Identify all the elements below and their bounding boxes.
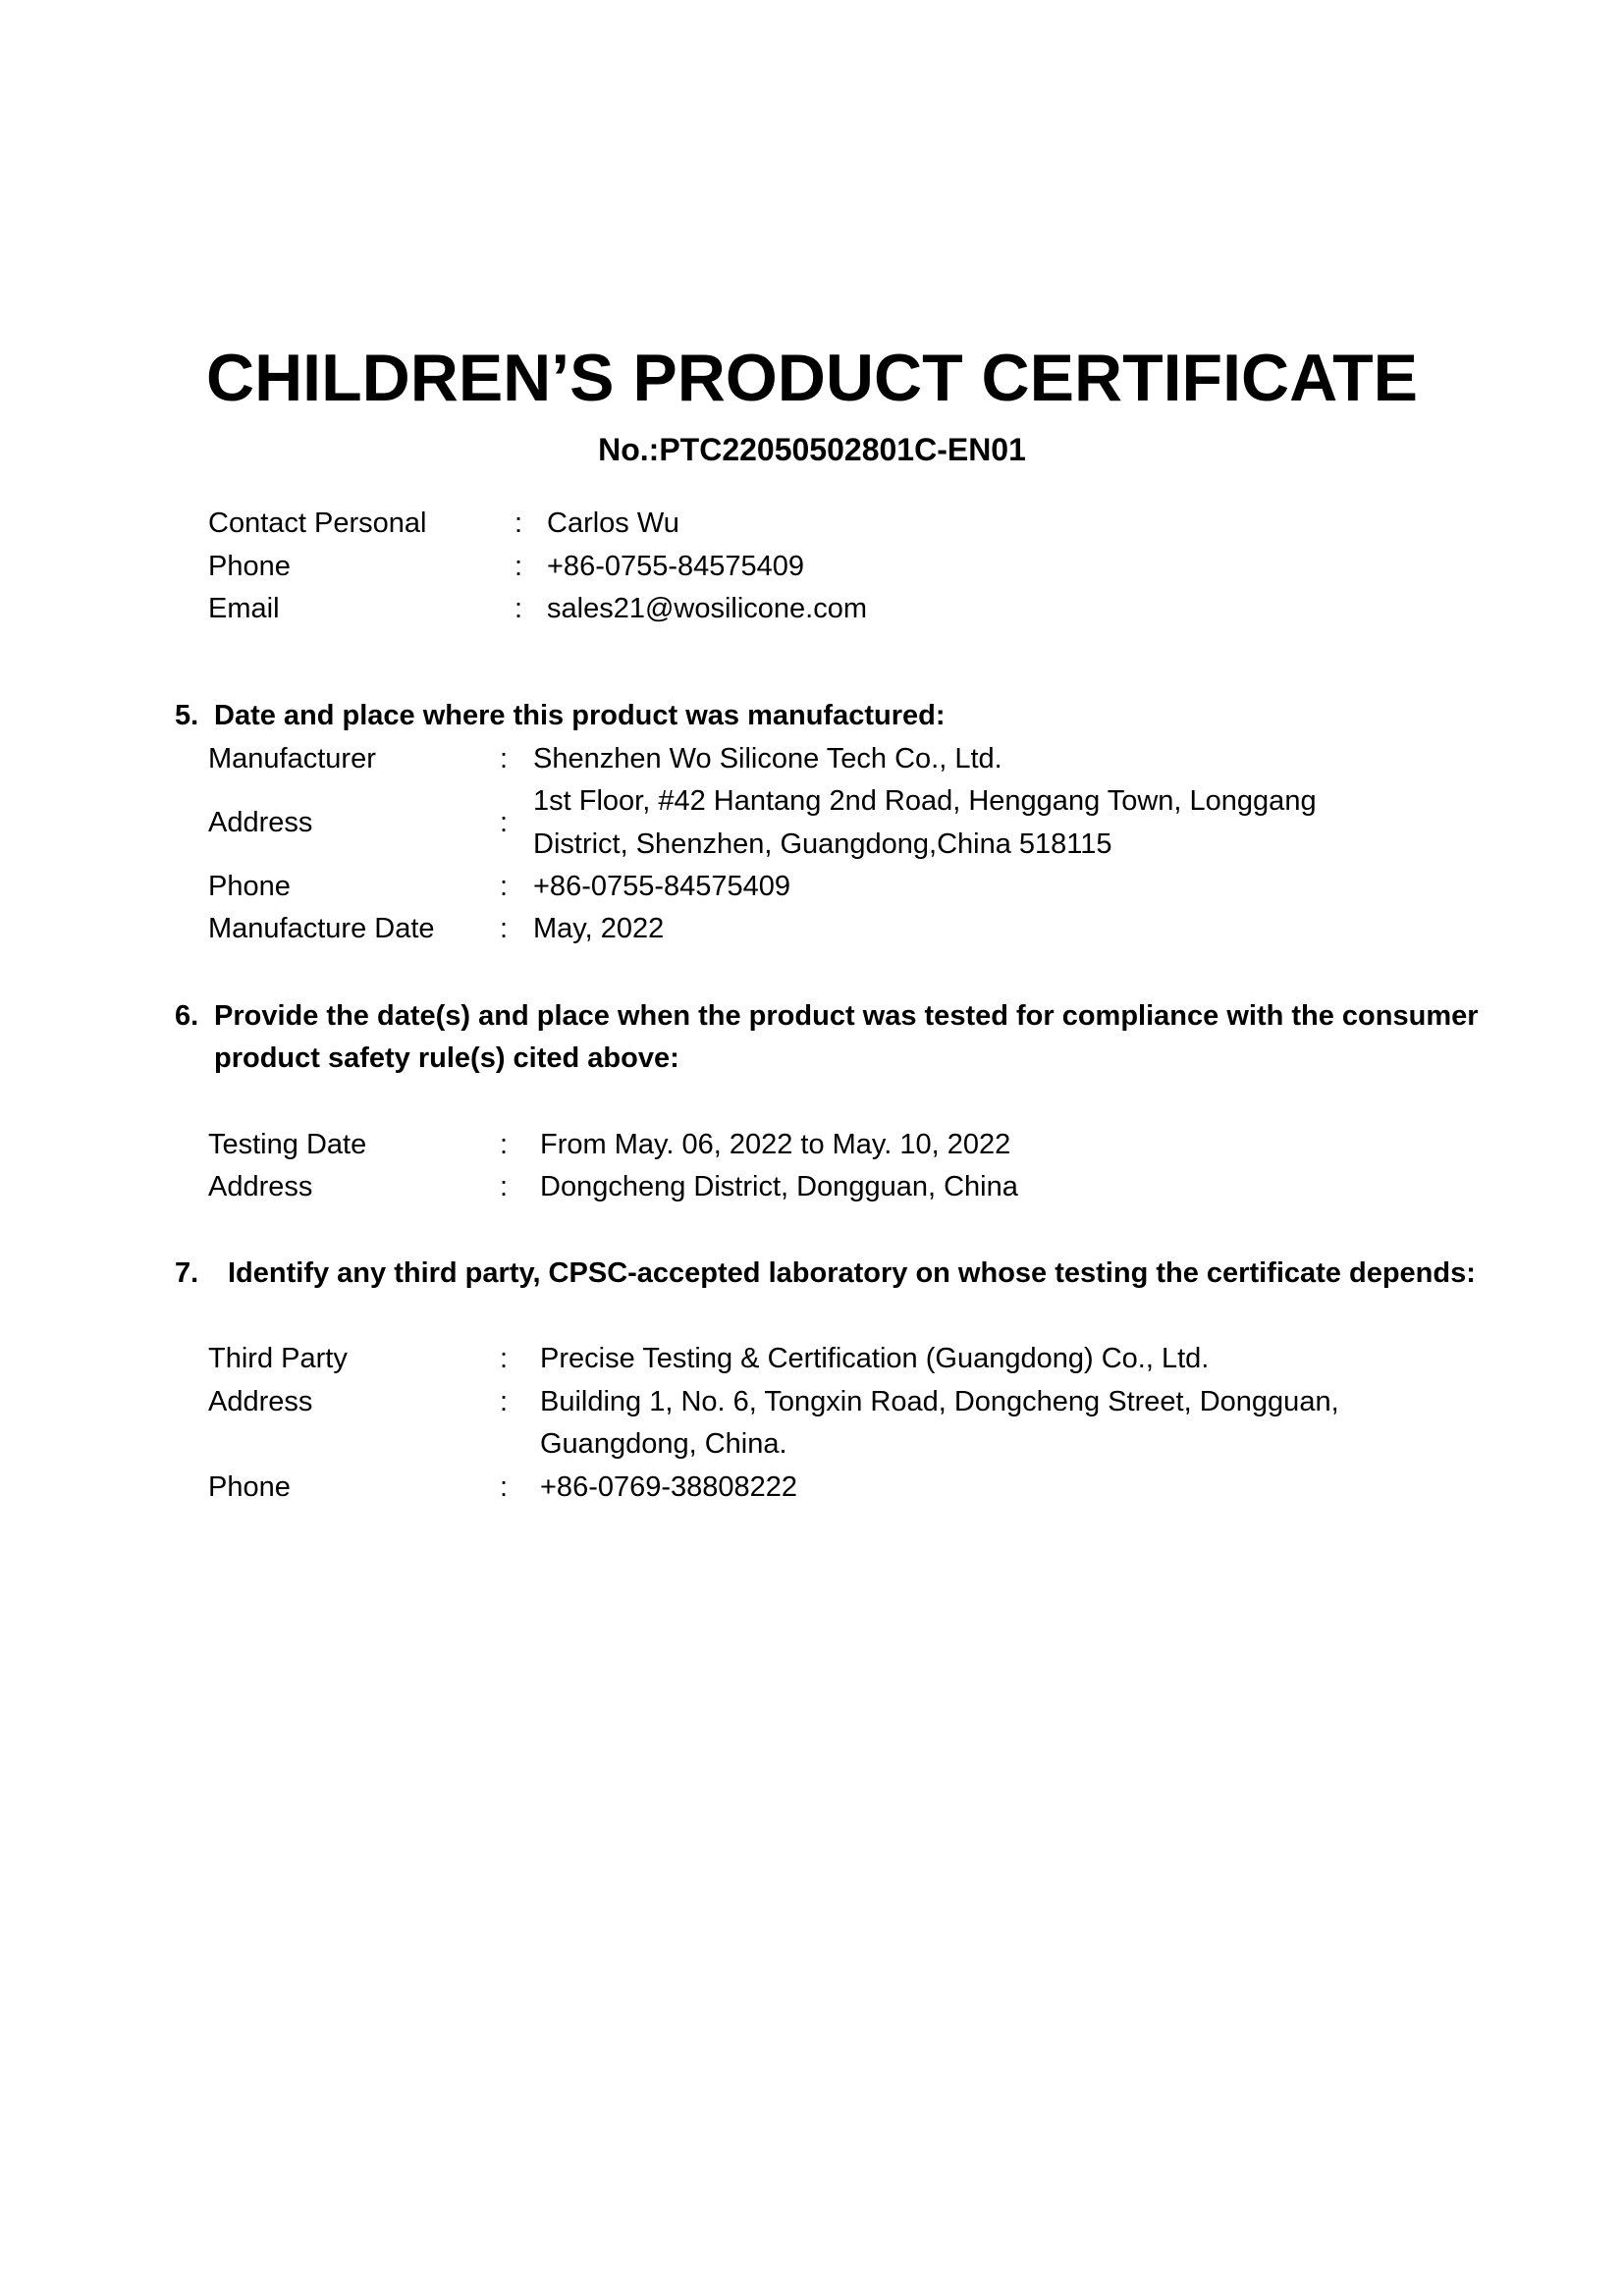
- certificate-title: CHILDREN’S PRODUCT CERTIFICATE: [205, 341, 1419, 415]
- contact-person-label: Contact Personal: [208, 507, 427, 539]
- section-5-number: 5.: [175, 700, 199, 731]
- third-party-address-separator: :: [500, 1386, 509, 1417]
- third-party-address-line1: Building 1, No. 6, Tongxin Road, Dongcheng Street, Dongguan,: [540, 1386, 1339, 1417]
- testing-address-separator: :: [500, 1171, 509, 1202]
- section-7-heading: Identify any third party, CPSC-accepted laboratory on whose testing the certificate depends:: [228, 1257, 1476, 1289]
- section-6-number: 6.: [175, 1000, 199, 1032]
- testing-date-value: From May. 06, 2022 to May. 10, 2022: [540, 1129, 1011, 1160]
- manufacturer-phone-separator: :: [500, 871, 509, 902]
- manufacturer-address-label: Address: [208, 807, 313, 838]
- testing-date-separator: :: [500, 1129, 509, 1160]
- contact-phone-separator: :: [514, 551, 523, 582]
- third-party-address-label: Address: [208, 1386, 313, 1417]
- manufacturer-phone-label: Phone: [208, 871, 291, 902]
- manufacture-date-label: Manufacture Date: [208, 913, 435, 944]
- manufacturer-label: Manufacturer: [208, 743, 376, 774]
- manufacture-date-value: May, 2022: [533, 913, 665, 944]
- third-party-label: Third Party: [208, 1343, 348, 1374]
- manufacturer-address-line2: District, Shenzhen, Guangdong,China 518115: [533, 828, 1112, 860]
- section-7-number: 7.: [175, 1257, 199, 1289]
- contact-email-value: sales21@wosilicone.com: [547, 593, 868, 624]
- manufacturer-phone-value: +86-0755-84575409: [533, 871, 791, 902]
- third-party-value: Precise Testing & Certification (Guangdong) Co., Ltd.: [540, 1343, 1210, 1374]
- third-party-separator: :: [500, 1343, 509, 1374]
- section-5-heading: Date and place where this product was manufactured:: [214, 700, 946, 731]
- contact-person-separator: :: [514, 507, 523, 539]
- manufacture-date-separator: :: [500, 913, 509, 944]
- section-6-heading-line2: product safety rule(s) cited above:: [214, 1042, 679, 1074]
- third-party-phone-value: +86-0769-38808222: [540, 1471, 798, 1503]
- third-party-address-line2: Guangdong, China.: [540, 1428, 787, 1460]
- testing-address-value: Dongcheng District, Dongguan, China: [540, 1171, 1018, 1202]
- manufacturer-separator: :: [500, 743, 509, 774]
- third-party-phone-separator: :: [500, 1471, 509, 1503]
- manufacturer-value: Shenzhen Wo Silicone Tech Co., Ltd.: [533, 743, 1002, 774]
- contact-person-value: Carlos Wu: [547, 507, 679, 539]
- contact-phone-label: Phone: [208, 551, 291, 582]
- contact-email-separator: :: [514, 593, 523, 624]
- third-party-phone-label: Phone: [208, 1471, 291, 1503]
- section-6-heading-line1: Provide the date(s) and place when the product was tested for compliance with the consumer: [214, 1000, 1479, 1032]
- contact-email-label: Email: [208, 593, 280, 624]
- certificate-number: No.:PTC22050502801C-EN01: [598, 432, 1026, 467]
- manufacturer-address-separator: :: [500, 807, 509, 838]
- testing-date-label: Testing Date: [208, 1129, 367, 1160]
- contact-phone-value: +86-0755-84575409: [547, 551, 805, 582]
- manufacturer-address-line1: 1st Floor, #42 Hantang 2nd Road, Henggang Town, Longgang: [533, 785, 1317, 817]
- testing-address-label: Address: [208, 1171, 313, 1202]
